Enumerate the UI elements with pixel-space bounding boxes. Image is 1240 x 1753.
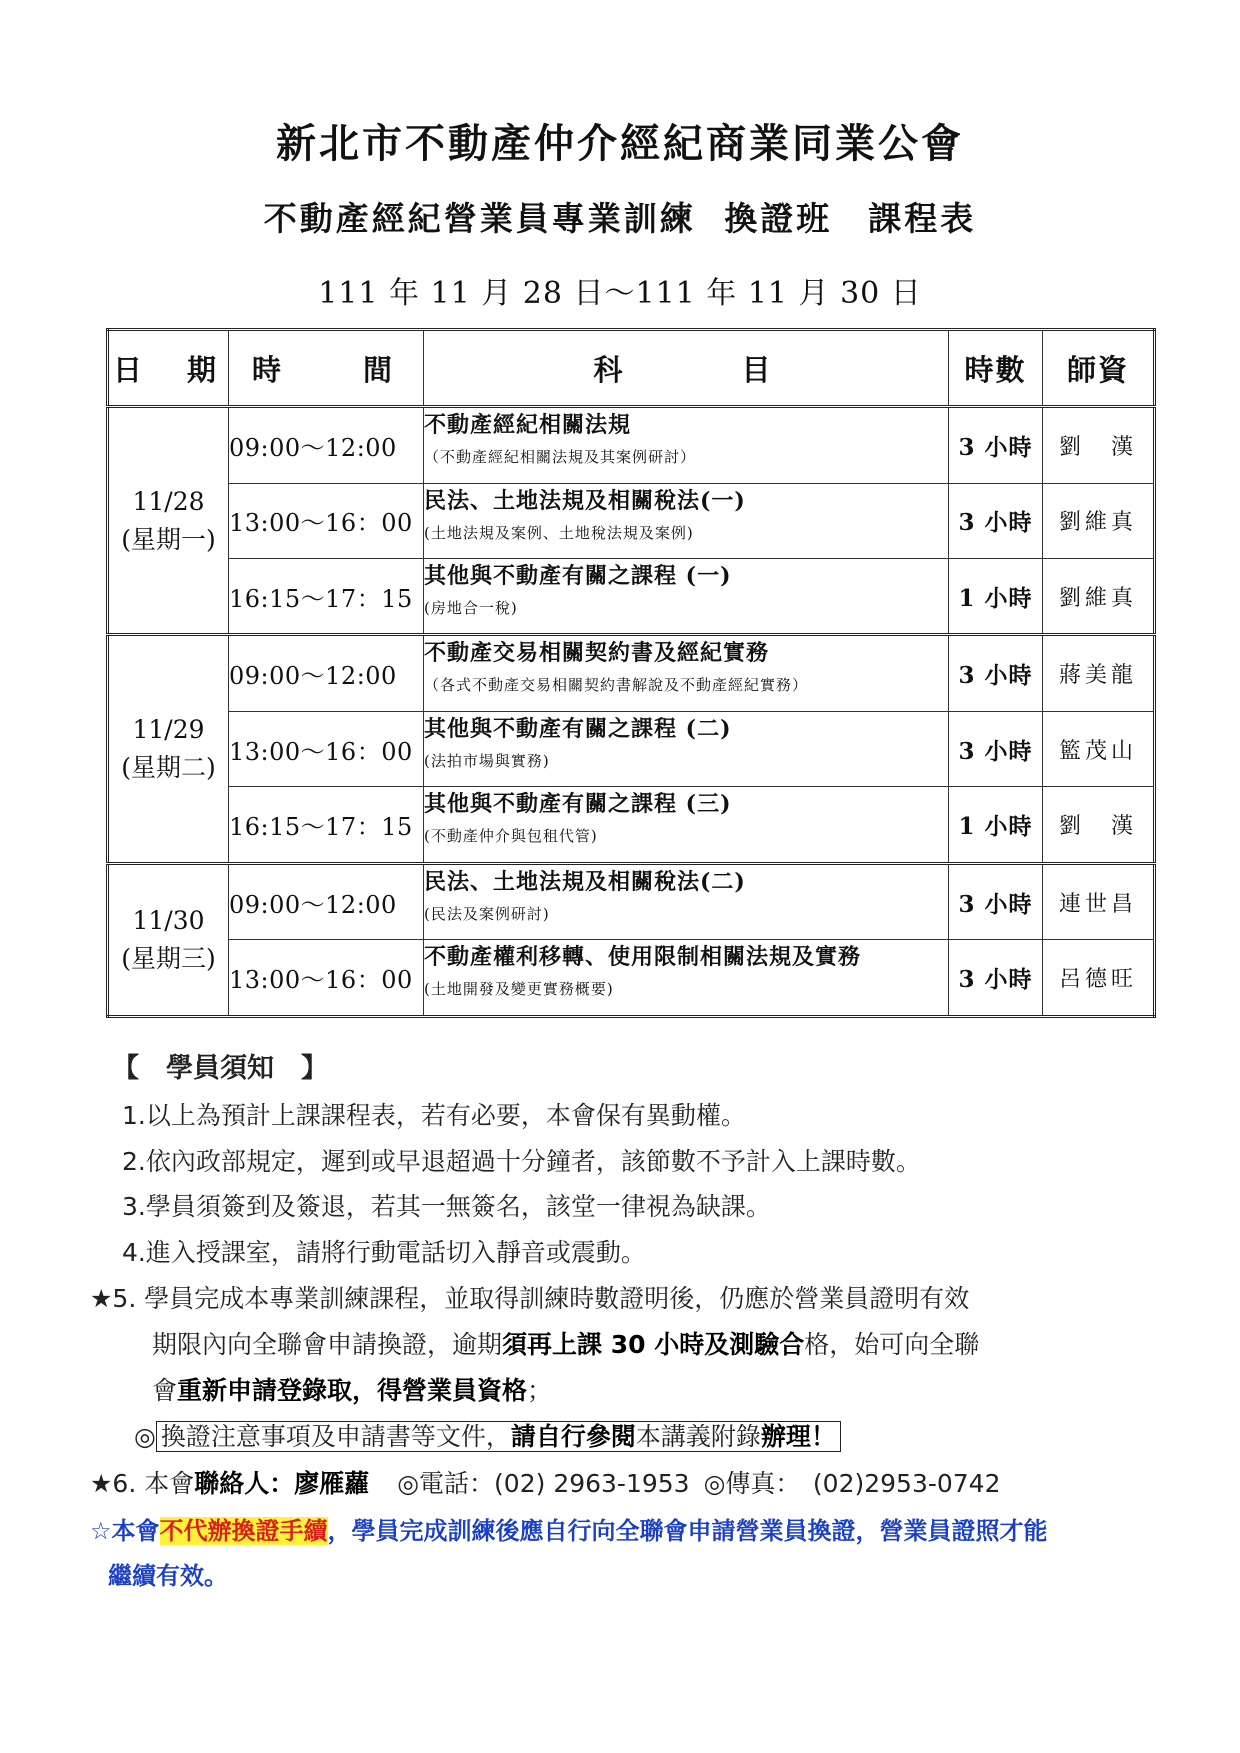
subject-title: 不動產交易相關契約書及經紀實務 — [424, 640, 770, 667]
subject-title: 其他與不動產有關之課程 (二) — [424, 715, 732, 742]
subject-cell — [424, 940, 949, 1017]
double-circle-icon: ◎ — [134, 1422, 156, 1451]
org-title: 新北市不動產仲介經紀商業同業公會 — [276, 120, 964, 167]
day-group-1129 — [108, 635, 1155, 863]
table-row — [108, 787, 1155, 864]
day-group-1128 — [108, 407, 1155, 635]
teacher-cell: 連世昌 — [1043, 863, 1155, 940]
contact-person: 聯絡人：廖雁蘿 — [194, 1469, 370, 1498]
hours-cell: 3 小時 — [949, 940, 1043, 1017]
note-item-4: 4.進入授課室，請將行動電話切入靜音或震動。 — [122, 1238, 646, 1267]
boxed-notice — [156, 1421, 841, 1452]
hours-cell: 3 小時 — [949, 483, 1043, 558]
subject-note: （不動產經紀相關法規及其案例研討） — [424, 448, 697, 466]
subject-title: 其他與不動產有關之課程 (三) — [424, 791, 732, 818]
subject-cell — [424, 483, 949, 558]
note-emphasis: 辦理！ — [760, 1422, 836, 1451]
hours-cell: 3 小時 — [949, 407, 1043, 484]
note-text: 換證注意事項及申請書等文件， — [160, 1422, 511, 1451]
note-text: 格，始可向全聯 — [804, 1330, 980, 1359]
subject-note: (土地開發及變更實務概要) — [424, 980, 614, 999]
subject-cell — [424, 787, 949, 864]
weekday: (星期三) — [121, 943, 216, 973]
table-row — [108, 940, 1155, 1017]
date: 11/29 — [132, 715, 205, 745]
subject-cell — [424, 711, 949, 786]
note-item-1: 1.以上為預計上課課程表，若有必要，本會保有異動權。 — [122, 1101, 746, 1130]
time-cell: 09:00～12:00 — [229, 407, 424, 484]
weekday: (星期二) — [121, 753, 216, 783]
col-header-subject: 科 目 — [424, 330, 949, 407]
subject-note: (法拍市場與實務) — [424, 751, 550, 770]
star-outline-icon: ☆本會 — [90, 1517, 160, 1545]
note-item-3: 3.學員須簽到及簽退，若其一無簽名，該堂一律視為缺課。 — [122, 1192, 771, 1221]
table-row — [108, 635, 1155, 712]
table-row — [108, 558, 1155, 635]
subject-title: 其他與不動產有關之課程 (一) — [424, 562, 732, 589]
subject-note: (民法及案例研討) — [424, 904, 550, 923]
teacher-cell: 劉維真 — [1043, 558, 1155, 635]
note-text: 會 — [152, 1376, 178, 1405]
subject-title: 不動產經紀相關法規 — [424, 412, 632, 438]
note-item-2: 2.依內政部規定，遲到或早退超過十分鐘者，該節數不予計入上課時數。 — [122, 1147, 921, 1176]
note-text: ； — [527, 1376, 553, 1405]
subject-note: （各式不動產交易相關契約書解說及不動產經紀實務） — [424, 676, 809, 695]
hours-cell: 1 小時 — [949, 558, 1043, 635]
subject-cell — [424, 863, 949, 940]
time-cell: 13:00～16：00 — [229, 483, 424, 558]
subject-title: 民法、土地法規及相關稅法(一) — [424, 487, 746, 514]
teacher-cell: 呂德旺 — [1043, 940, 1155, 1017]
highlight-no-proxy: 不代辦換證手續 — [159, 1517, 328, 1545]
date-cell — [108, 407, 229, 635]
subject-title: 不動產權利移轉、使用限制相關法規及實務 — [424, 944, 862, 971]
note-text: ★6. 本會 — [90, 1469, 195, 1498]
col-header-hours: 時數 — [949, 330, 1043, 407]
course-title: 不動產經紀營業員專業訓練 換證班 課程表 — [263, 199, 977, 238]
note-item-5-line4 — [134, 1417, 841, 1453]
col-header-date: 日 期 — [108, 330, 229, 407]
subject-cell — [424, 407, 949, 484]
note-emphasis: 重新申請登錄取，得營業員資格 — [177, 1376, 528, 1405]
teacher-cell: 劉維真 — [1043, 483, 1155, 558]
note-item-5-line3 — [152, 1371, 552, 1407]
col-header-time: 時 間 — [229, 330, 424, 407]
date-range: 111 年 11 月 28 日～111 年 11 月 30 日 — [318, 276, 922, 311]
reminder-text: ，學員完成訓練後應自行向全聯會申請營業員換證，營業員證照才能 — [327, 1517, 1048, 1545]
hours-cell: 1 小時 — [949, 787, 1043, 864]
subject-cell — [424, 635, 949, 712]
note-item-5-line1: ★5. 學員完成本專業訓練課程，並取得訓練時數證明後，仍應於營業員證明有效 — [90, 1284, 970, 1313]
subject-cell — [424, 558, 949, 635]
time-cell: 13:00～16：00 — [229, 940, 424, 1017]
weekday: (星期一) — [121, 524, 216, 554]
time-cell: 16:15～17：15 — [229, 558, 424, 635]
reminder-line1 — [90, 1511, 1048, 1546]
time-cell: 09:00～12:00 — [229, 863, 424, 940]
contact-phone: ◎電話：(02) 2963-1953 — [397, 1469, 690, 1498]
note-emphasis: 須再上課 30 小時及測驗合 — [502, 1330, 805, 1359]
hours-cell: 3 小時 — [949, 711, 1043, 786]
col-header-teacher: 師資 — [1043, 330, 1155, 407]
table-row — [108, 863, 1155, 940]
note-text: 本講義附錄 — [635, 1422, 761, 1451]
time-cell: 09:00～12:00 — [229, 635, 424, 712]
date-cell — [108, 635, 229, 863]
subject-note: (房地合一稅) — [424, 598, 518, 617]
note-emphasis: 請自行參閱 — [510, 1422, 636, 1451]
teacher-cell: 劉 漢 — [1043, 787, 1155, 864]
hours-cell: 3 小時 — [949, 863, 1043, 940]
reminder-line2: 繼續有效。 — [108, 1562, 228, 1590]
date: 11/30 — [132, 905, 205, 935]
table-row — [108, 407, 1155, 484]
table-header-row — [108, 330, 1155, 407]
subject-note: (不動產仲介與包租代管) — [424, 827, 598, 846]
notes-heading: 【 學員須知 】 — [112, 1053, 328, 1084]
time-cell: 13:00～16：00 — [229, 711, 424, 786]
table-row — [108, 711, 1155, 786]
subject-title: 民法、土地法規及相關稅法(二) — [424, 868, 746, 895]
subject-note: (土地法規及案例、土地稅法規及案例) — [424, 523, 694, 542]
schedule-table — [106, 328, 1156, 1018]
table-row — [108, 483, 1155, 558]
hours-cell: 3 小時 — [949, 635, 1043, 712]
teacher-cell: 劉 漢 — [1043, 407, 1155, 484]
teacher-cell: 籃茂山 — [1043, 711, 1155, 786]
teacher-cell: 蔣美龍 — [1043, 635, 1155, 712]
day-group-1130 — [108, 863, 1155, 1016]
date: 11/28 — [132, 486, 205, 516]
note-item-6 — [90, 1464, 1001, 1500]
note-item-5-line2 — [152, 1325, 979, 1361]
date-cell — [108, 863, 229, 1016]
contact-fax: ◎傳真： (02)2953-0742 — [703, 1469, 1001, 1498]
note-text: 期限內向全聯會申請換證，逾期 — [152, 1330, 503, 1359]
time-cell: 16:15～17：15 — [229, 787, 424, 864]
